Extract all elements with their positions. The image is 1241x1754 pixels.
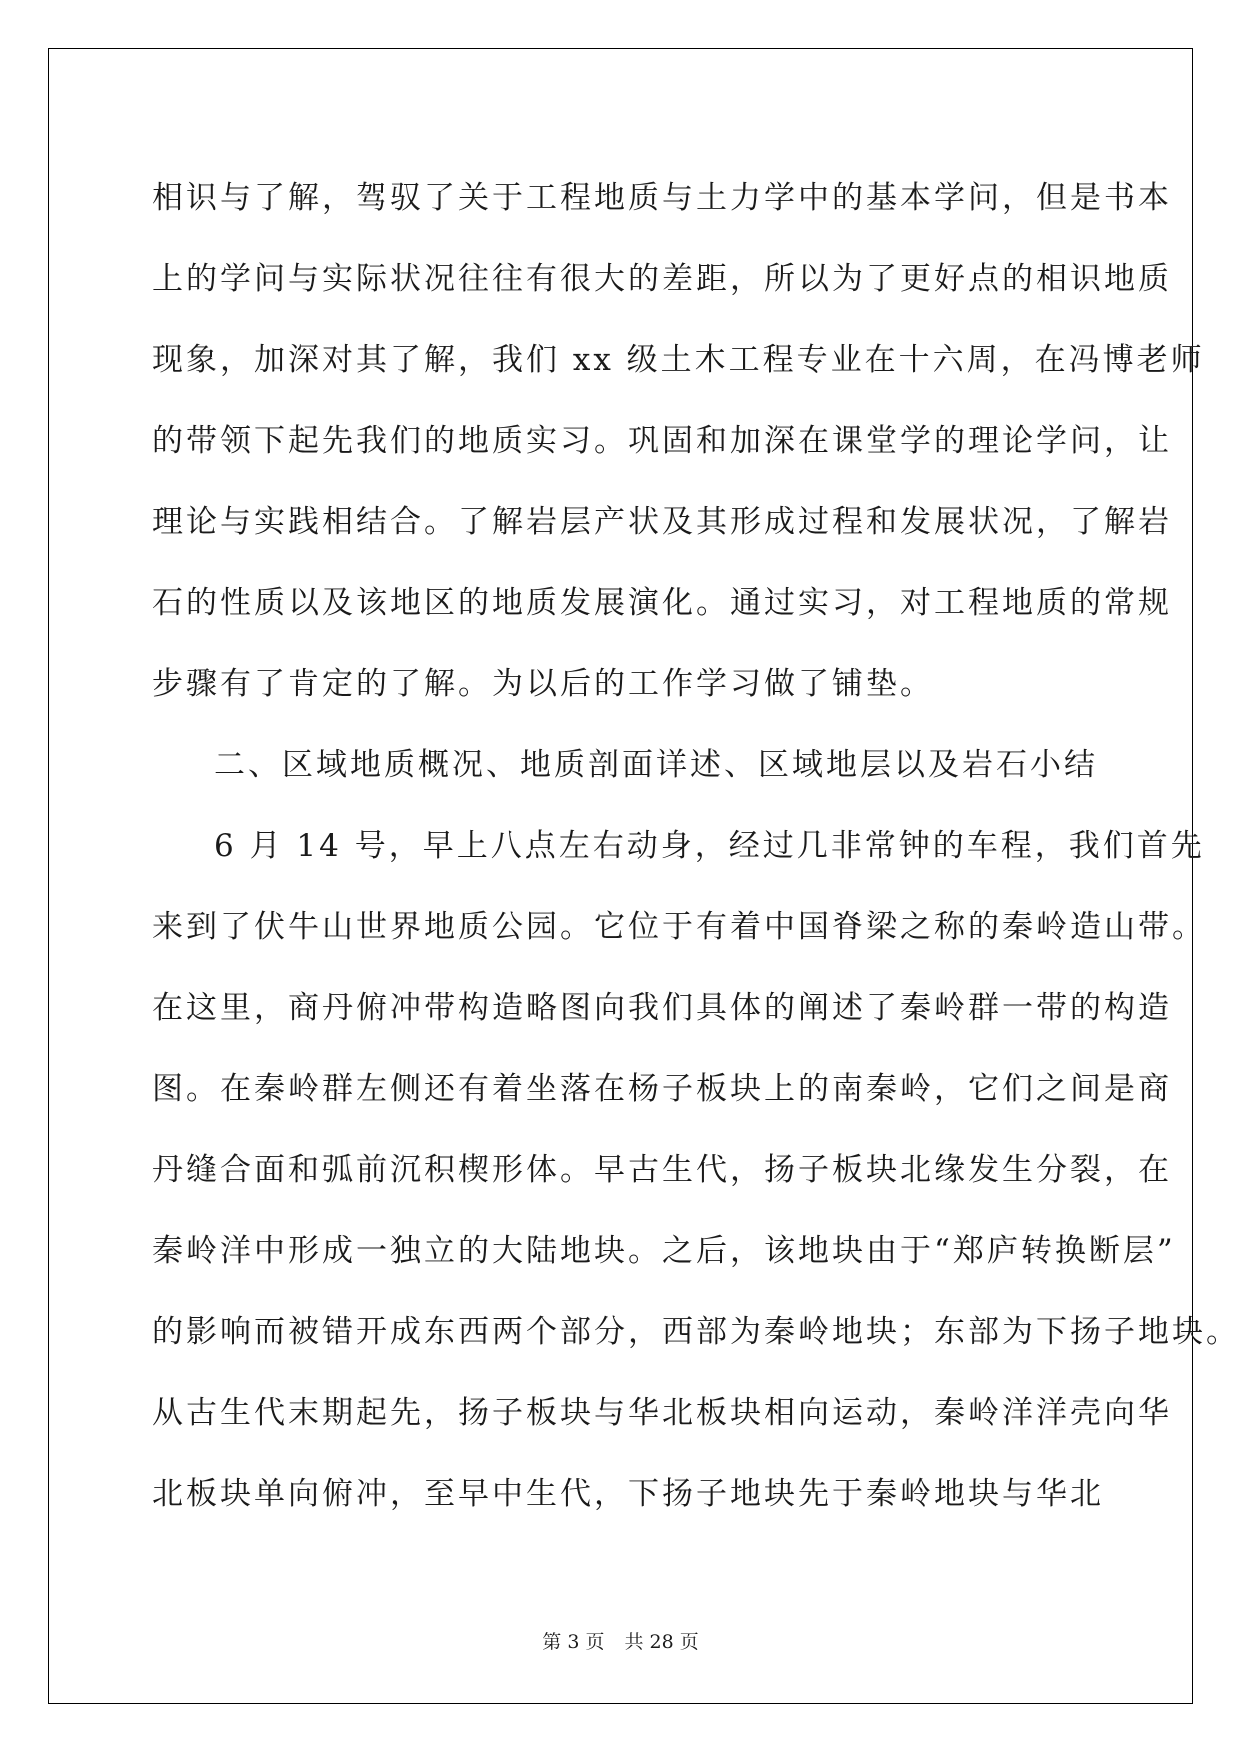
text-line: 6 月 14 号，早上八点左右动身，经过几非常钟的车程，我们首先 bbox=[214, 828, 1205, 864]
text-line: 北板块单向俯冲，至早中生代，下扬子地块先于秦岭地块与华北 bbox=[152, 1476, 1104, 1512]
page-total: 共 28 页 bbox=[624, 1631, 699, 1653]
section-heading: 二、区域地质概况、地质剖面详述、区域地层以及岩石小结 bbox=[214, 747, 1098, 783]
text-line: 的带领下起先我们的地质实习。巩固和加深在课堂学的理论学问，让 bbox=[152, 423, 1172, 459]
text-line: 的影响而被错开成东西两个部分，西部为秦岭地块；东部为下扬子地块。 bbox=[152, 1314, 1240, 1350]
text-line: 图。在秦岭群左侧还有着坐落在杨子板块上的南秦岭，它们之间是商 bbox=[152, 1071, 1172, 1107]
text-line: 上的学问与实际状况往往有很大的差距，所以为了更好点的相识地质 bbox=[152, 261, 1172, 297]
page-number: 第 3 页 bbox=[542, 1631, 605, 1653]
text-line: 步骤有了肯定的了解。为以后的工作学习做了铺垫。 bbox=[152, 666, 934, 702]
text-line: 来到了伏牛山世界地质公园。它位于有着中国脊梁之称的秦岭造山带。 bbox=[152, 909, 1206, 945]
text-line: 石的性质以及该地区的地质发展演化。通过实习，对工程地质的常规 bbox=[152, 585, 1172, 621]
document-body bbox=[152, 158, 1240, 1535]
text-line: 从古生代末期起先，扬子板块与华北板块相向运动，秦岭洋洋壳向华 bbox=[152, 1395, 1172, 1431]
text-line: 在这里，商丹俯冲带构造略图向我们具体的阐述了秦岭群一带的构造 bbox=[152, 990, 1172, 1026]
page-footer bbox=[0, 1627, 1241, 1654]
text-line: 丹缝合面和弧前沉积楔形体。早古生代，扬子板块北缘发生分裂，在 bbox=[152, 1152, 1172, 1188]
text-line: 理论与实践相结合。了解岩层产状及其形成过程和发展状况，了解岩 bbox=[152, 504, 1172, 540]
text-line: 秦岭洋中形成一独立的大陆地块。之后，该地块由于“郑庐转换断层” bbox=[152, 1233, 1176, 1269]
text-line: 相识与了解，驾驭了关于工程地质与土力学中的基本学问，但是书本 bbox=[152, 180, 1172, 216]
text-line: 现象，加深对其了解，我们 xx 级土木工程专业在十六周，在冯博老师 bbox=[152, 342, 1205, 378]
